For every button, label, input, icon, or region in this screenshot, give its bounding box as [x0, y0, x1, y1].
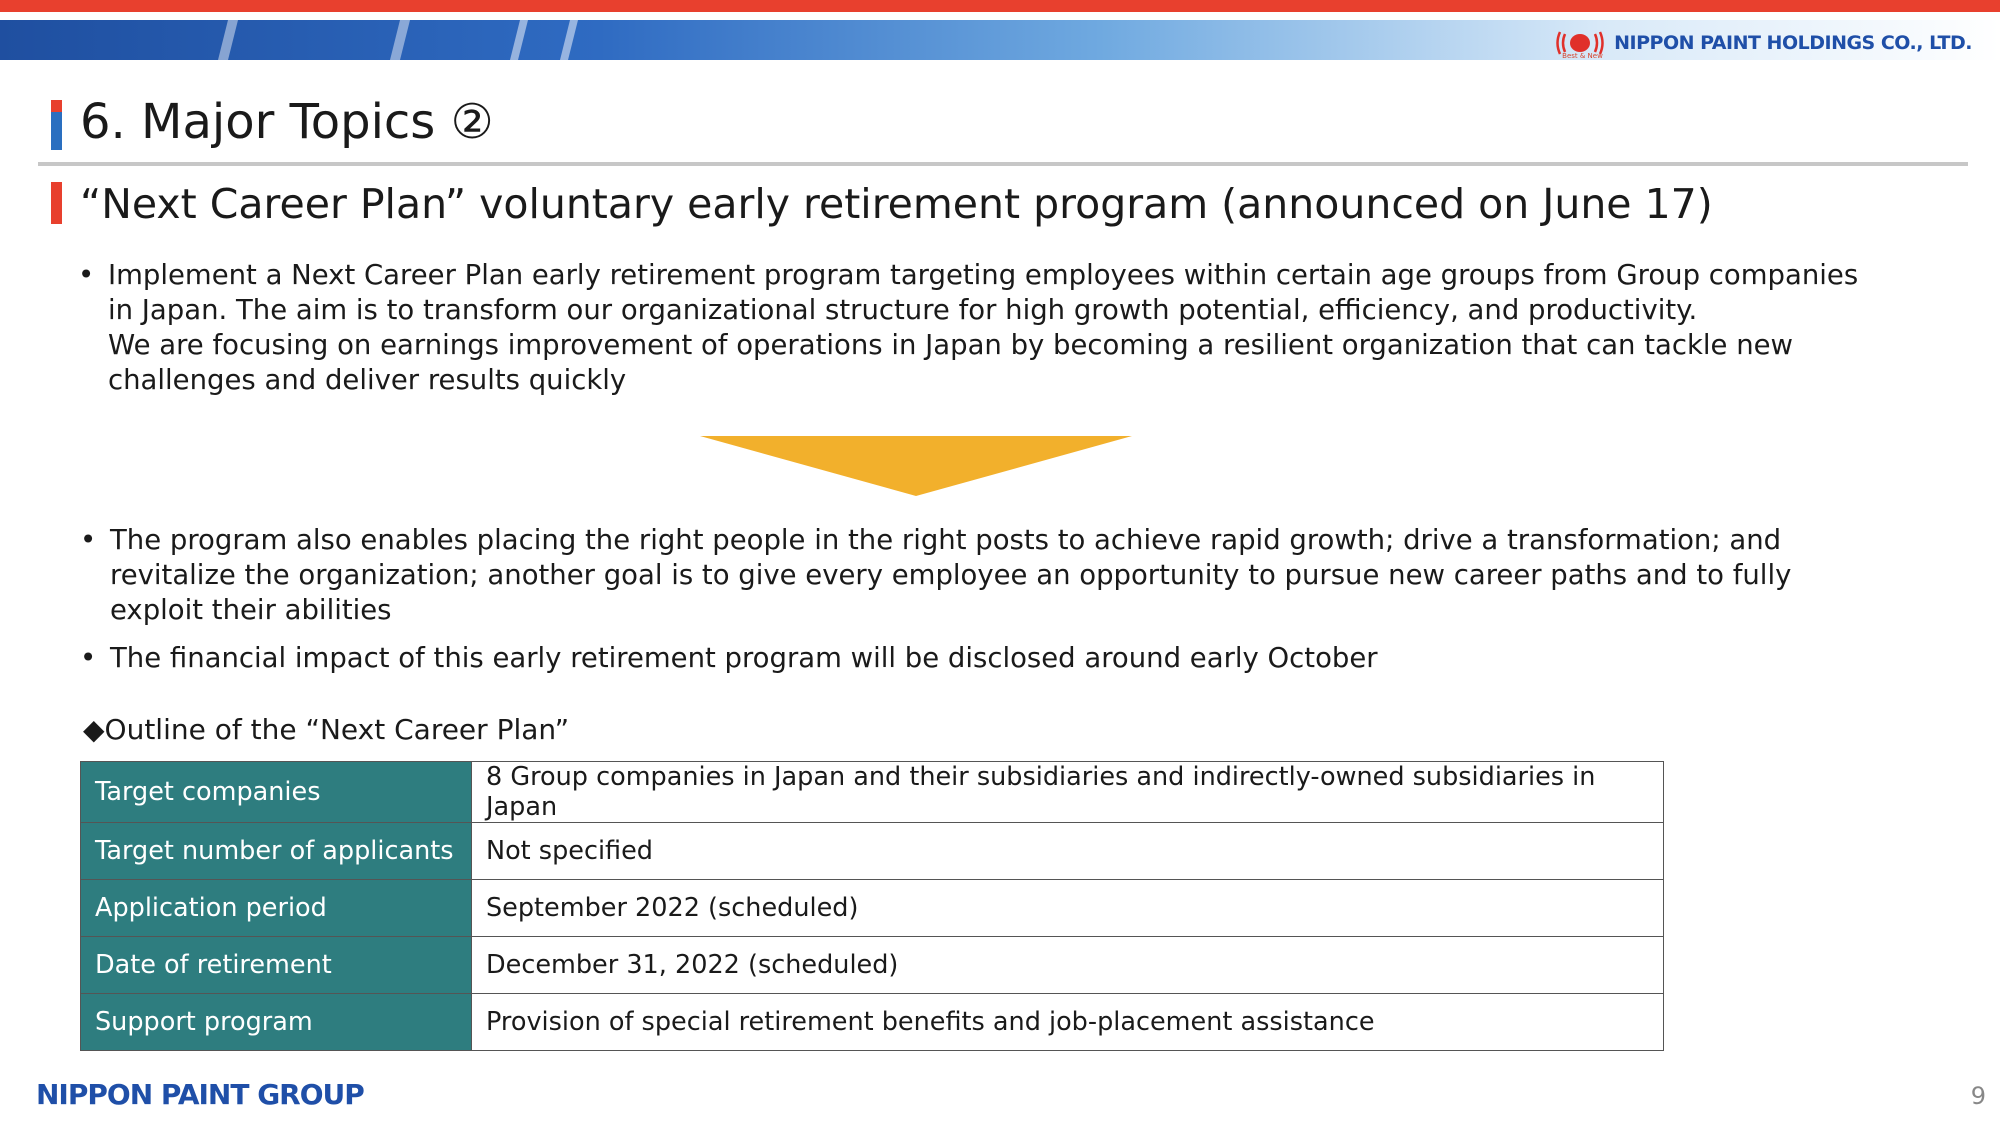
company-name: NIPPON PAINT HOLDINGS CO., LTD. [1614, 32, 1972, 54]
table-row [81, 762, 1664, 823]
bullet-dot: • [78, 259, 95, 291]
row-label: Date of retirement [81, 937, 472, 994]
company-logo [1554, 26, 1972, 60]
table-row [81, 994, 1664, 1051]
page-title: 6. Major Topics ② [80, 94, 494, 150]
top-red-stripe [0, 0, 2000, 12]
title-divider [38, 162, 1968, 166]
logo-tagline: Best & New [1562, 52, 1603, 60]
row-value: September 2022 (scheduled) [472, 880, 1664, 937]
section-subtitle: “Next Career Plan” voluntary early retirement program (announced on June 17) [80, 180, 1713, 228]
bullet-text: The financial impact of this early retirement program will be disclosed around early October [110, 642, 1378, 674]
outline-table [80, 761, 1664, 1051]
row-value: Not specified [472, 823, 1664, 880]
group-logo: NIPPON PAINT GROUP [36, 1078, 364, 1111]
page-number: 9 [1970, 1082, 1986, 1110]
down-arrow-icon [700, 436, 1132, 496]
bullet-text: The program also enables placing the right people in the right posts to achieve rapid growth; drive a transformation; and revitalize the organization; another goal is to give every employee an opportunity to pursue new career paths and to fully exploit their abilities [110, 524, 1792, 626]
title-accent-bar [51, 100, 62, 150]
table-row [81, 937, 1664, 994]
bullet-item [80, 523, 1960, 628]
bullet-text: Implement a Next Career Plan early retirement program targeting employees within certain age groups from Group companies in Japan. The aim is to transform our organizational structure for high growth potential, efficiency, and productivity. We are focusing on earnings improvement of operations in Japan by becoming a resilient organization that can tackle new challenges and deliver results quickly [108, 259, 1859, 396]
row-label: Support program [81, 994, 472, 1051]
bullet-item [80, 641, 1960, 676]
row-value: December 31, 2022 (scheduled) [472, 937, 1664, 994]
nippon-paint-emblem-icon [1554, 28, 1606, 58]
row-label: Target companies [81, 762, 472, 823]
row-value: Provision of special retirement benefits and job-placement assistance [472, 994, 1664, 1051]
row-label: Target number of applicants [81, 823, 472, 880]
row-label: Application period [81, 880, 472, 937]
table-row [81, 823, 1664, 880]
bullet-item [78, 258, 1958, 398]
table-row [81, 880, 1664, 937]
row-value: 8 Group companies in Japan and their subsidiaries and indirectly-owned subsidiaries in Japan [472, 762, 1664, 823]
bullet-dot: • [80, 524, 97, 556]
subtitle-accent-bar [51, 182, 62, 224]
outline-heading: ◆Outline of the “Next Career Plan” [83, 713, 570, 746]
bullet-dot: • [80, 642, 97, 674]
